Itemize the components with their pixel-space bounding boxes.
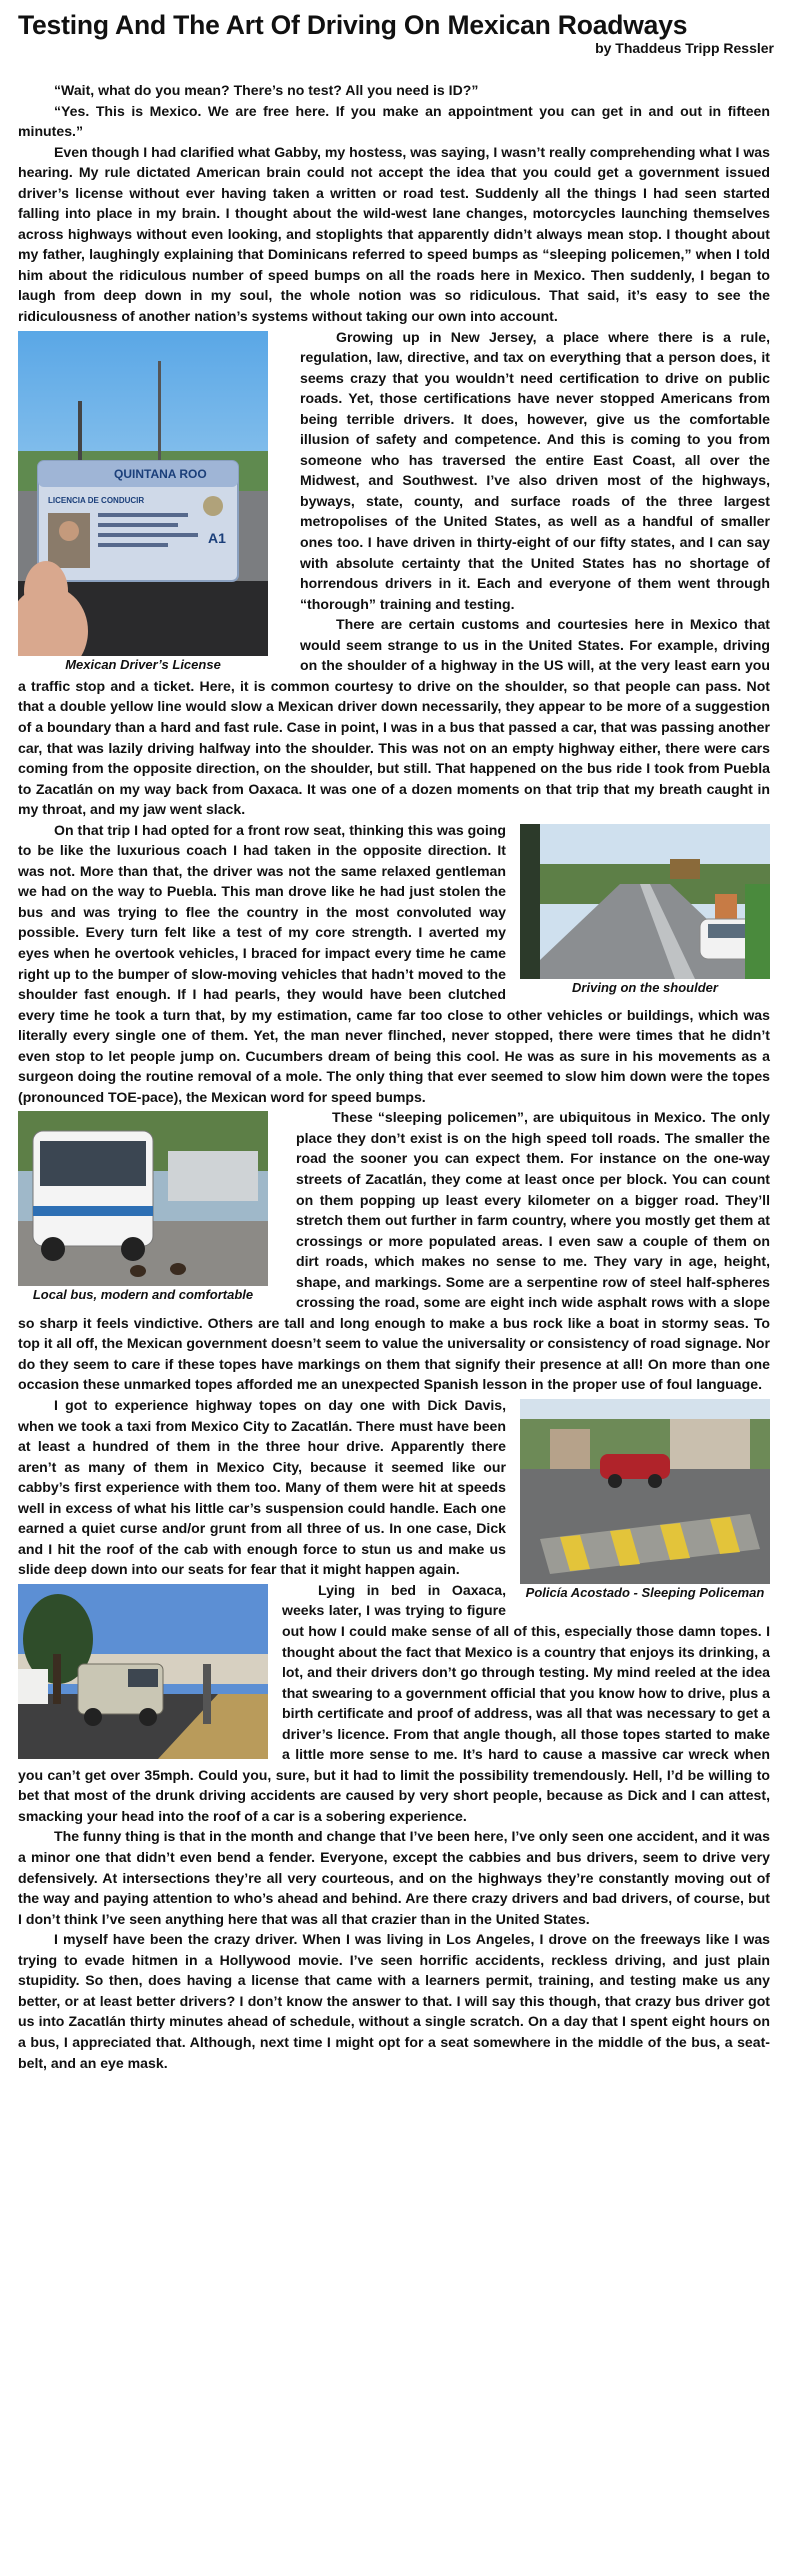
article-byline: by Thaddeus Tripp Ressler xyxy=(595,40,774,56)
figure-driving-shoulder xyxy=(520,824,770,996)
figure-caption: Mexican Driver’s License xyxy=(65,656,221,672)
paragraph: The funny thing is that in the month and change that I’ve been here, I’ve only seen one accident, and it was a minor one that didn’t even bend a fender. Everyone, except the cabbies and bus drivers, seem to drive very defensively. At intersections they’re all very courteous, and on the highways they’re constantly moving out of the way and paying attention to who’s ahead and behind. Are there crazy drivers and bad drivers, of course, but I don’t think I’ve seen anything here that was all that crazier than in the United States. xyxy=(18,1828,770,1927)
paragraph: I got to experience highway topes on day one with Dick Davis, when we took a taxi from Mexico City to Zacatlán. There must have been at least a hundred of them in the three hour drive. Apparently there aren’t as many of them in Mexico City, because it seemed like our cabby’s first experience with them too. Many of them were hit at speeds well in excess of what his little car’s suspension could handle. Each one earned a quiet curse and/or grunt from all three of us. In one case, Dick and I hit the roof of the cab with enough force to stun us and make us slide deep down into our seats for fear that it might happen again. xyxy=(18,1397,506,1578)
article-body xyxy=(18,80,770,2073)
paragraph: “Yes. This is Mexico. We are free here. If you make an appointment you can get in and out in fifteen minutes.” xyxy=(18,102,770,140)
figure-caption: Driving on the shoulder xyxy=(572,979,718,995)
figure-truck-road xyxy=(18,1584,268,1759)
paragraph: On that trip I had opted for a front row seat, thinking this was going to be like the luxurious coach I had taken in the opposite direction. It was not. More than that, the driver was not the same relaxed gentleman we had on the way to Puebla. This man drove like he had just stolen the bus and was trying to flee the country in the most convoluted way possible. Every turn felt like a test of my core strength. I averted my eyes when he overtook vehicles, I braced for impact every time he came right up to the bumper of slow-moving vehicles that hadn’t moved to the shoulder fast enough. If I had pearls, they would have been clutched every time he took a turn that, by my estimation, came far too close to other vehicles or buildings, which was literally every single one of them. Yet, the man never flinched, never stopped, there were times that he didn’t even stop to let people jump on. Cucumbers dream of being this cool. He was as sure in his movements as a surgeon doing the routine removal of a mole. The only thing that ever seemed to slow him down were the topes (pronounced TOE-pace), the Mexican word for speed bumps. xyxy=(18,821,770,1105)
license-state-text: QUINTANA ROO xyxy=(114,466,207,481)
sleeping-policeman-photo xyxy=(520,1399,770,1584)
figure-caption: Local bus, modern and comfortable xyxy=(32,1287,254,1303)
paragraph: Even though I had clarified what Gabby, my hostess, was saying, I wasn’t really comprehending what I was hearing. My rule dictated American brain could not accept the idea that you could get a government issued driver’s license without ever having taken a written or road test. Suddenly all the things I had seen started falling into place in my brain. I thought about the wild-west lane changes, motorcycles launching themselves across highways without even looking, and stoplights that apparently didn’t always mean stop. I thought about my father, laughingly explaining that Dominicans referred to speed bumps as “sleeping policemen,” when I told him about the ridiculous number of speed bumps on all the roads here in Mexico. Then suddenly, I began to laugh from deep down in my soul, the whole notion was so ridiculous. That said, it’s easy to see the ridiculousness of another nation’s systems without taking our own into account. xyxy=(18,143,770,325)
license-class-text: A1 xyxy=(208,529,226,546)
article-title: Testing And The Art Of Driving On Mexican Roadways xyxy=(18,10,688,40)
paragraph: “Wait, what do you mean? There’s no test? All you need is ID?” xyxy=(54,82,479,98)
license-heading-text: LICENCIA DE CONDUCIR xyxy=(48,495,145,505)
figure-local-bus xyxy=(18,1111,268,1303)
paragraph: I myself have been the crazy driver. When I was living in Los Angeles, I drove on the freeways like I was trying to evade hitmen in a Hollywood movie. I’ve seen horrific accidents, reckless driving, and just plain stupidity. So then, does having a license that came with a learners permit, training, and testing make us any better, or at least better drivers? I don’t know the answer to that. I will say this though, that crazy bus driver got us into Zacatlán thirty minutes ahead of schedule, without a single scratch. On a day that I spent eight hours on a bus, I appreciated that. Although, next time I might opt for a seat somewhere in the middle of the bus, a seat-belt, and an eye mask. xyxy=(18,1931,770,2071)
figure-caption: Policía Acostado - Sleeping Policeman xyxy=(525,1585,765,1600)
truck-photo xyxy=(18,1584,268,1759)
paragraph: Growing up in New Jersey, a place where there is a rule, regulation, law, directive, and tax on everything that a person does, it seems crazy that you wouldn’t need certification to drive on public roads. Yet, those certifications have never stopped Americans from being terrible drivers. It does, however, give us the comfortable illusion of safety and competence. And this is coming to you from someone who has traversed the entire East Coast, all over the Midwest, and Southwest. I’ve also driven most of the highways, byways, state, county, and surface roads of the three largest metropolises of the United States, as well as a handful of smaller ones too. I have driven in thirty-eight of our fifty states, and I can say with absolute certainty that the United States has no shortage of horrendous drivers in it. Each and everyone of them went through “thorough” training and testing. xyxy=(300,328,770,612)
figure-drivers-license xyxy=(18,331,268,673)
shoulder-photo xyxy=(520,824,770,979)
paragraph: There are certain customs and courtesies here in Mexico that would seem strange to us in the United States. For example, driving on the shoulder of a highway in the US will, at the very least earn you a traffic stop and a ticket. Here, it is common courtesy to drive on the shoulder, so that people can pass. Not that a double yellow line would slow a Mexican driver down necessarily, they appear to be more of a suggestion of a boundary than a hard and fast rule. Case in point, I was in a bus that passed a car, that was passing another car, that was lazily driving halfway into the shoulder. This was not on an empty highway either, there were cars coming from the opposite direction, on the shoulder, but still. That happened on the bus ride I took from Puebla to Zacatlán on my way back from Oaxaca. It was one of a dozen moments on that trip that my breath caught in my throat, and my jaw went slack. xyxy=(18,616,770,818)
paragraph: Lying in bed in Oaxaca, weeks later, I was trying to figure out how I could make sense of all of this, especially those damn topes. I thought about the fact that Mexico is a country that enjoys its drinking, a lot, and their drivers don’t go through testing. My mind reeled at the idea that swearing to a government official that you know how to drive, plus a birth certificate and proof of address, was all that was necessary to get a driver’s licence. From that angle though, all those topes started to make a little more sense to me. It’s hard to cause a massive car wreck when you can’t get over 35mph. Could you, sure, but it had to limit the possibility tremendously. Hell, I’d be willing to bet that most of the drunk driving accidents are caused by very short people, because as Dick and I can attest, smacking your head into the roof of a car is a sobering experience. xyxy=(18,1581,770,1824)
figure-sleeping-policeman xyxy=(520,1399,770,1601)
paragraph: These “sleeping policemen”, are ubiquitous in Mexico. The only place they don’t exist is on the high speed toll roads. The smaller the road the sooner you can expect them. For instance on the one-way streets of Zacatlán, they come at least once per block. You can count on them popping up least every kilometer on a bigger road. They’ll stretch them out further in farm country, where you mostly get them at crossings or more populated areas. I even saw a couple of them on dirt roads, which makes no sense to me. They vary in age, height, shape, and markings. Some are a serpentine row of steel half-spheres crossing the road, some are eight inch wide asphalt rows with a slope so sharp it feels vindictive. Others are tall and long enough to make a bus rock like a boat in stormy seas. To top it all off, the Mexican government doesn’t seem to value the universality or consistency of road signage. Nor do they seem to care if these topes have markings on them that signify their presence at all! On more than one occasion these unmarked topes afforded me an unexpected Spanish lesson in the proper use of foul language. xyxy=(18,1109,770,1393)
drivers-license-photo xyxy=(18,331,268,656)
bus-photo xyxy=(18,1111,268,1286)
